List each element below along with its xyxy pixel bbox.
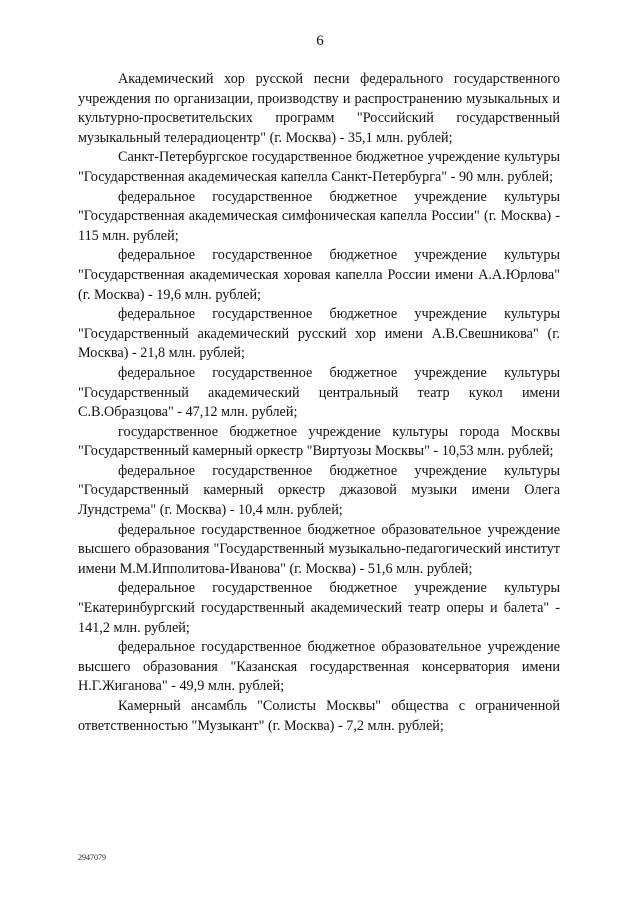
paragraph-10: федеральное государственное бюджетное учреждение культуры "Екатеринбургский государственный академический театр оперы и балета" - 141,2 млн. рублей;	[78, 580, 560, 636]
paragraph-4: федеральное государственное бюджетное учреждение культуры "Государственная академическая хоровая капелла России имени А.А.Юрлова" (г. Москва) - 19,6 млн. рублей;	[78, 247, 560, 303]
paragraph-8: федеральное государственное бюджетное учреждение культуры "Государственный камерный оркестр джазовой музыки имени Олега Лундстрема" (г. Москва) - 10,4 млн. рублей;	[78, 462, 560, 519]
paragraph-2: Санкт-Петербургское государственное бюджетное учреждение культуры "Государственная академическая капелла Санкт-Петербурга" - 90 млн. рублей;	[78, 149, 560, 185]
paragraph-12: Камерный ансамбль "Солисты Москвы" общества с ограниченной ответственностью "Музыкант" (г. Москва) - 7,2 млн. рублей;	[78, 698, 560, 734]
document-code: 2947079	[78, 853, 106, 862]
paragraph-6: федеральное государственное бюджетное учреждение культуры "Государственный академический центральный театр кукол имени С.В.Образцова" - 47,12 млн. рублей;	[78, 364, 560, 421]
paragraph-9: федеральное государственное бюджетное образовательное учреждение высшего образования "Государственный музыкально-педагогический институт имени М.М.Ипполитова-Иванова" (г. Москва) - 51,6 млн. рублей;	[78, 521, 560, 577]
page-number: 6	[316, 33, 324, 49]
paragraph-5: федеральное государственное бюджетное учреждение культуры "Государственный академический русский хор имени А.В.Свешникова" (г. Москва) - 21,8 млн. рублей;	[78, 306, 560, 362]
paragraph-1: Академический хор русской песни федерального государственного учреждения по организации, производству и распространению музыкальных и культурно-просветительских программ "Российский государственный музыкальный телерадиоцентр" (г. Москва) - 35,1 млн. рублей;	[78, 71, 560, 146]
body-text	[78, 70, 560, 736]
paragraph-3: федеральное государственное бюджетное учреждение культуры "Государственная академическая симфоническая капелла России" (г. Москва) - 115 млн. рублей;	[78, 188, 560, 244]
paragraph-11: федеральное государственное бюджетное образовательное учреждение высшего образования "Казанская государственная консерватория имени Н.Г.Жиганова" - 49,9 млн. рублей;	[78, 639, 560, 695]
paragraph-7: государственное бюджетное учреждение культуры города Москвы "Государственный камерный оркестр "Виртуозы Москвы" - 10,53 млн. рублей;	[78, 423, 560, 460]
